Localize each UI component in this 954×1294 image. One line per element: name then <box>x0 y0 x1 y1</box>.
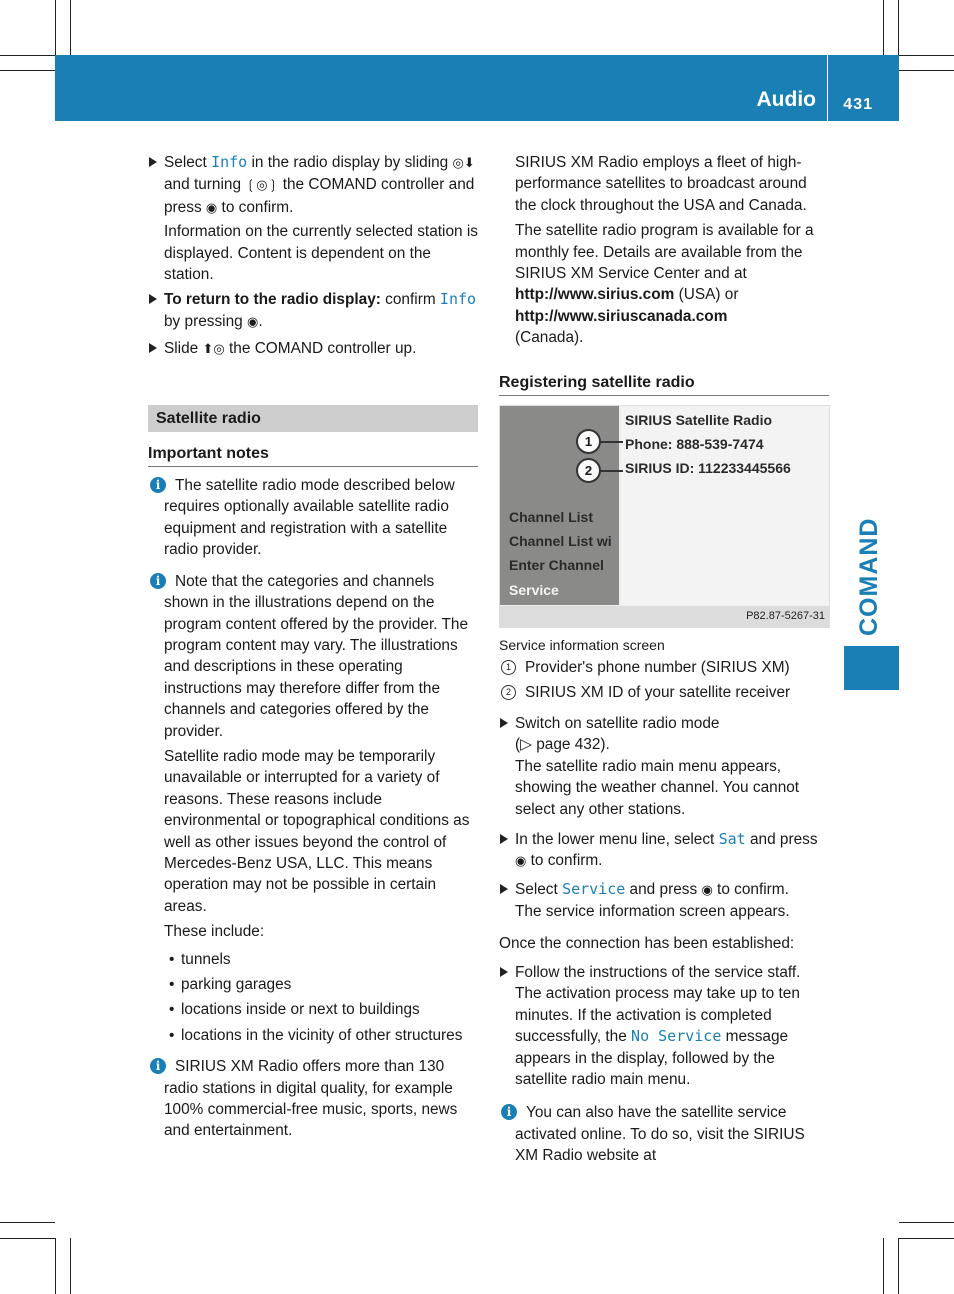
legend-item: 2 SIRIUS XM ID of your satellite receiver <box>499 682 829 703</box>
subsection-title: Important notes <box>148 443 478 467</box>
step-follow-instructions: Follow the instructions of the service staff. The activation process may take up to ten minutes. If the activation is completed successfully, the No Service message appears in the display, followed by the satellite radio main menu. <box>499 962 829 1090</box>
crop-mark <box>899 55 954 56</box>
screen-menu-panel <box>500 406 619 605</box>
list-item: • locations inside or next to buildings <box>164 999 478 1020</box>
step-select-info: Select Info in the radio display by sliding ◎⬇ and turning ❲◎❳ the COMAND controller and press ◉ to confirm. <box>148 152 478 219</box>
intro-paragraph: SIRIUS XM Radio employs a fleet of high-performance satellites to broadcast around the clock throughout the USA and Canada. <box>515 154 807 214</box>
crop-mark <box>898 1238 899 1294</box>
service-info-screen <box>499 405 830 628</box>
page-reference: (▷ page 432). <box>515 736 610 754</box>
crop-mark <box>70 0 71 55</box>
crop-mark <box>0 55 55 56</box>
screen-phone: Phone: 888-539-7474 <box>625 436 764 453</box>
display-term-no-service: No Service <box>631 1027 722 1046</box>
display-term-info: Info <box>211 153 248 171</box>
crop-mark <box>55 1238 56 1294</box>
step-select-service: Select Service and press ◉ to confirm. The service information screen appears. <box>499 879 829 923</box>
display-term-sat: Sat <box>718 829 746 848</box>
screen-menu-item-selected: Service <box>509 582 559 599</box>
connection-text: Once the connection has been established: <box>499 934 795 952</box>
screen-menu-item: Channel List wi <box>509 533 612 550</box>
info-note: i Note that the categories and channels shown in the illustrations depend on the program content offered by the provider. The program content may vary. The illustrations and descriptions in these operating instructions may therefore differ from the channels and categories offered by the provider. Satellite radio mode may be temporarily unavailable or interrupted for a variety of reasons. These reasons include environmental or topographical conditions as well as other issues beyond the control of Mercedes-Benz USA, LLC. This means operation may not be possible in certain areas. These include: <box>148 571 478 943</box>
crop-mark <box>55 0 56 55</box>
step-result: Information on the currently selected station is displayed. Content is dependent on the station. <box>164 223 478 284</box>
right-column <box>499 152 829 1167</box>
screen-sirius-id: SIRIUS ID: 112233445566 <box>625 460 791 477</box>
info-icon: i <box>150 573 166 589</box>
crop-mark <box>883 1238 884 1294</box>
crop-mark <box>899 1222 954 1223</box>
info-icon: i <box>501 1104 517 1120</box>
list-item: • locations in the vicinity of other structures <box>164 1025 478 1046</box>
subsection-title: Registering satellite radio <box>499 372 829 396</box>
crop-mark <box>898 0 899 55</box>
step-slide-up: Slide ⬆◎ the COMAND controller up. <box>148 338 478 360</box>
info-icon: i <box>150 1058 166 1074</box>
callout-marker-1: 1 <box>576 429 601 454</box>
info-icon: i <box>150 477 166 493</box>
display-term-info: Info <box>439 290 477 309</box>
info-note: i You can also have the satellite service activated online. To do so, visit the SIRIUS XM Radio website at <box>499 1102 829 1166</box>
controller-slide-up-icon: ⬆◎ <box>202 342 225 358</box>
crop-mark <box>0 1222 55 1223</box>
page-header <box>55 55 899 121</box>
crop-mark <box>883 0 884 55</box>
screen-title: SIRIUS Satellite Radio <box>625 412 773 429</box>
crop-mark <box>0 1238 55 1239</box>
step-select-sat: In the lower menu line, select Sat and press ◉ to confirm. <box>499 829 829 873</box>
figure-caption: Service information screen <box>499 637 665 654</box>
step-switch-on: Switch on satellite radio mode (▷ page 432). The satellite radio main menu appears, showing the weather channel. You cannot select any other stations. <box>499 713 829 820</box>
screen-callout-line <box>599 470 623 472</box>
controller-turn-icon: ❲◎❳ <box>245 178 279 194</box>
controller-press-icon: ◉ <box>701 882 713 898</box>
step-return-display: To return to the radio display: confirm Info by pressing ◉. <box>148 289 478 333</box>
intro-paragraph: The satellite radio program is available for a monthly fee. Details are available from the SIRIUS XM Service Center and at http://www.sirius.com (USA) or http://www.siriuscanada.com (Canada). <box>515 222 814 347</box>
url-canada: http://www.siriuscanada.com <box>515 307 728 325</box>
crop-mark <box>70 1238 71 1294</box>
screen-menu-item: Channel List <box>509 509 594 526</box>
controller-press-icon: ◉ <box>246 314 259 330</box>
list-item: • parking garages <box>164 974 478 995</box>
image-code: P82.87-5267-31 <box>746 610 825 623</box>
section-title: Satellite radio <box>148 405 478 432</box>
left-column <box>148 152 478 1142</box>
info-note: i The satellite radio mode described below requires optionally available satellite radio equipment and registration with a satellite radio provider. <box>148 475 478 561</box>
side-tab-block <box>844 646 899 690</box>
crop-mark <box>899 70 954 71</box>
screen-menu-item: Enter Channel <box>509 557 604 574</box>
display-term-service: Service <box>562 879 626 898</box>
list-item: • tunnels <box>164 949 478 970</box>
bullet-list <box>148 949 478 1047</box>
side-tab-label: COMAND <box>855 517 883 636</box>
url-usa: http://www.sirius.com <box>515 286 675 304</box>
info-note: i SIRIUS XM Radio offers more than 130 radio stations in digital quality, for example 100% commercial-free music, sports, news and entertainment. <box>148 1056 478 1142</box>
screen-callout-line <box>599 441 623 443</box>
legend-item: 1 Provider's phone number (SIRIUS XM) <box>499 657 829 678</box>
page-number: 431 <box>843 96 873 113</box>
controller-press-icon: ◉ <box>515 854 527 870</box>
controller-press-icon: ◉ <box>205 200 218 216</box>
crop-mark <box>899 1238 954 1239</box>
crop-mark <box>0 70 55 71</box>
callout-marker-2: 2 <box>576 458 601 483</box>
header-divider <box>827 55 828 121</box>
controller-slide-down-icon: ◎⬇ <box>452 156 475 171</box>
header-title: Audio <box>756 88 816 111</box>
